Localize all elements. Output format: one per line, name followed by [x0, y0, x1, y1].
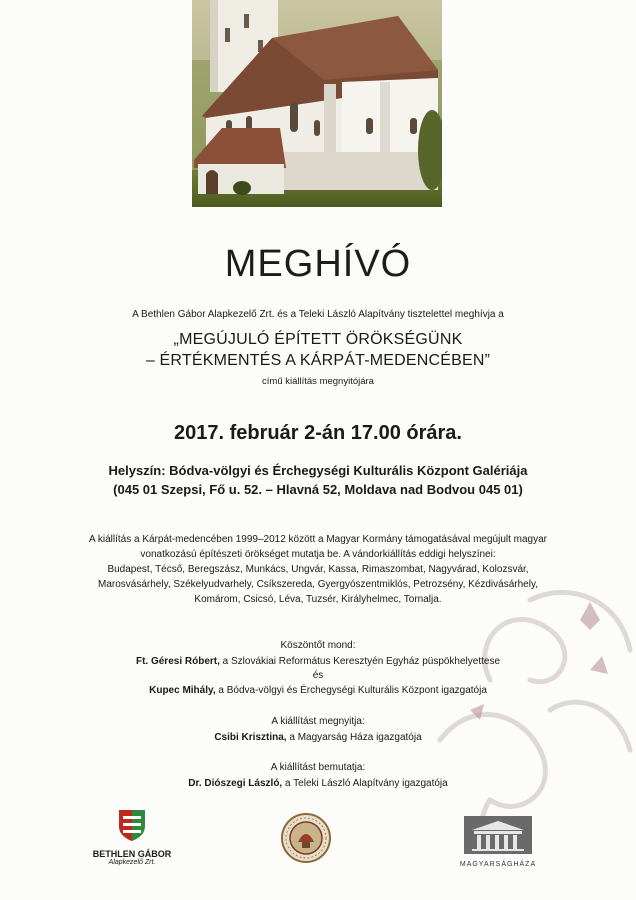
exhibition-subtitle: című kiállítás megnyitójára [262, 376, 374, 387]
shield-icon [117, 808, 147, 842]
speaker2-name: Kupec Mihály, [149, 685, 216, 696]
venue-name: Helyszín: Bódva-völgyi és Érchegységi Kulturális Központ Galériája [108, 463, 528, 478]
speaker1-name: Ft. Géresi Róbert, [135, 656, 220, 667]
presenting-role: a Teleki László Alapítvány igazgatója [282, 778, 448, 789]
speaker2-role: a Bódva-völgyi és Érchegységi Kulturális Központ igazgatója [215, 685, 487, 696]
opening-heading: A kiállítást megnyitja: [271, 716, 365, 727]
bethlen-gabor-logo [92, 808, 172, 866]
magyarsag-logo-text: MAGYARSÁGHÁZA [459, 861, 537, 868]
exhibition-title-line2: – ÉRTÉKMENTÉS A KÁRPÁT-MEDENCÉBEN” [145, 352, 491, 369]
bethlen-logo-name: BETHLEN GÁBOR [92, 849, 172, 859]
opening-role: a Magyarság Háza igazgatója [286, 732, 422, 743]
description-line: Budapest, Técső, Beregszász, Munkács, Ungvár, Kassa, Rimaszombat, Nagyvárad, Kolozsvár, [107, 564, 529, 575]
presenting-heading: A kiállítást bemutatja: [270, 762, 366, 773]
page-title: MEGHÍVÓ [224, 243, 412, 285]
church-photo [192, 0, 442, 207]
sponsor-logos [0, 808, 636, 878]
speaker2 [0, 685, 636, 696]
opening-name: Csibi Krisztina, [214, 732, 287, 743]
description-line: A kiállítás a Kárpát-medencében 1999–2012 között a Magyar Kormány támogatásával megújult magyar [88, 534, 548, 545]
invitation-intro: A Bethlen Gábor Alapkezelő Zrt. és a Teleki László Alapítvány tisztelettel meghívja a [132, 309, 504, 320]
exhibition-title-line1: „MEGÚJULÓ ÉPÍTETT ÖRÖKSÉGÜNK [173, 331, 463, 348]
magyarsag-haza-logo [458, 816, 538, 868]
seal-icon [280, 812, 332, 864]
speaker1-role: a Szlovákiai Református Keresztyén Egyház püspökhelyettese [219, 656, 501, 667]
building-icon [464, 816, 532, 854]
description-line: Komárom, Csicsó, Léva, Tuzsér, Királyhelmec, Tornalja. [194, 594, 442, 605]
description-line: Marosvásárhely, Székelyudvarhely, Csíkszereda, Gyergyószentmiklós, Petrozsény, Kézdivásárhely, [98, 579, 538, 590]
presenting-name: Dr. Diószegi László, [188, 778, 283, 789]
teleki-seal-logo [280, 812, 332, 869]
greetings-heading: Köszöntőt mond: [280, 640, 356, 651]
and-text: és [312, 670, 324, 681]
exhibition-description [0, 532, 636, 607]
description-line: vonatkozású építészeti örökséget mutatja be. A vándorkiállítás eddigi helyszínei: [140, 549, 496, 560]
venue-address: (045 01 Szepsi, Fő u. 52. – Hlavná 52, Moldava nad Bodvou 045 01) [113, 482, 523, 497]
event-date: 2017. február 2-án 17.00 órára. [174, 422, 462, 444]
bethlen-logo-sub: Alapkezelő Zrt. [108, 859, 156, 866]
opening-speaker [0, 732, 636, 743]
speaker1 [0, 656, 636, 667]
presenting-speaker [0, 778, 636, 789]
